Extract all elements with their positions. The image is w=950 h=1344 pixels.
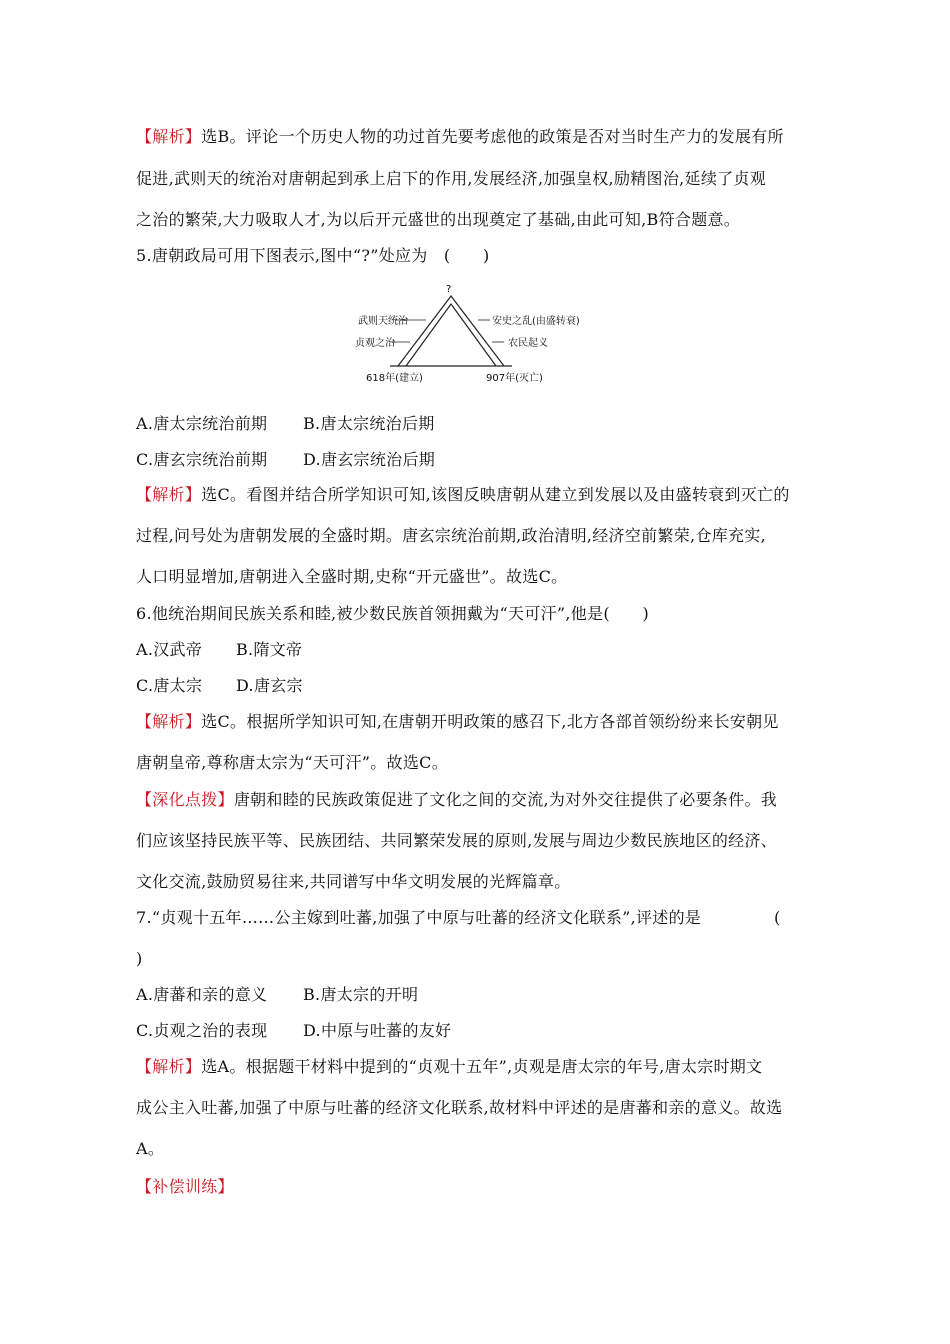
diagram-label-anshi: 安史之乱(由盛转衰) — [492, 316, 580, 327]
diagram-label-peasant: 农民起义 — [508, 338, 548, 349]
option-a: A.唐蕃和亲的意义 — [136, 985, 268, 1004]
analysis-q4-line1 — [136, 127, 816, 147]
analysis-text: 选A。根据题干材料中提到的“贞观十五年”,贞观是唐太宗的年号,唐太宗时期文 — [201, 1057, 763, 1076]
analysis-q4-line3: 之治的繁荣,大力吸取人才,为以后开元盛世的出现奠定了基础,由此可知,B符合题意。 — [136, 210, 741, 229]
question-7-options-ab — [136, 985, 816, 1005]
analysis-q4-line2: 促进,武则天的统治对唐朝起到承上启下的作用,发展经济,加强皇权,励精图治,延续了贞观 — [136, 169, 767, 188]
diagram-label-zhenguan: 贞观之治 — [355, 338, 395, 349]
diagram-top-label: ? — [446, 284, 452, 295]
question-6-stem: 6.他统治期间民族关系和睦,被少数民族首领拥戴为“天可汗”,他是( ) — [136, 604, 650, 623]
question-7-stem — [136, 908, 816, 928]
question-5-options-ab — [136, 414, 816, 434]
option-b: B.唐太宗统治后期 — [303, 414, 435, 433]
tip-line1 — [136, 790, 816, 810]
option-b: B.隋文帝 — [236, 640, 303, 659]
option-c: C.贞观之治的表现 — [136, 1021, 268, 1040]
analysis-text: 选C。看图并结合所学知识可知,该图反映唐朝从建立到发展以及由盛转衰到灭亡的 — [201, 485, 790, 504]
question-6-options-ab — [136, 640, 816, 660]
question-5-stem: 5.唐朝政局可用下图表示,图中“?”处应为 ( ) — [136, 246, 490, 265]
analysis-text: 选C。根据所学知识可知,在唐朝开明政策的感召下,北方各部首领纷纷来长安朝见 — [201, 712, 779, 731]
analysis-tag: 【解析】 — [136, 712, 202, 731]
analysis-q7-line2: 成公主入吐蕃,加强了中原与吐蕃的经济文化联系,故材料中评述的是唐蕃和亲的意义。故选 — [136, 1098, 783, 1117]
question-7-options-cd — [136, 1021, 816, 1041]
question-7-text: 7.“贞观十五年……公主嫁到吐蕃,加强了中原与吐蕃的经济文化联系”,评述的是 — [136, 908, 702, 927]
analysis-q5-line1 — [136, 485, 816, 505]
diagram-label-618: 618年(建立) — [366, 373, 423, 384]
analysis-text: 选B。评论一个历史人物的功过首先要考虑他的政策是否对当时生产力的发展有所 — [201, 127, 784, 146]
supplementary-tag: 【补偿训练】 — [136, 1177, 234, 1196]
option-d: D.唐玄宗 — [236, 676, 303, 695]
analysis-q6-line2: 唐朝皇帝,尊称唐太宗为“天可汗”。故选C。 — [136, 753, 448, 772]
analysis-q7-line1 — [136, 1057, 816, 1077]
analysis-tag: 【解析】 — [136, 1057, 202, 1076]
option-b: B.唐太宗的开明 — [303, 985, 419, 1004]
answer-paren-close: ) — [136, 949, 143, 968]
option-c: C.唐玄宗统治前期 — [136, 450, 268, 469]
question-5-options-cd — [136, 450, 816, 470]
tip-line3: 文化交流,鼓励贸易往来,共同谱写中华文明发展的光辉篇章。 — [136, 872, 571, 891]
analysis-tag: 【解析】 — [136, 127, 202, 146]
option-a: A.汉武帝 — [136, 640, 203, 659]
option-d: D.中原与吐蕃的友好 — [303, 1021, 452, 1040]
option-c: C.唐太宗 — [136, 676, 203, 695]
tip-tag: 【深化点拨】 — [136, 790, 234, 809]
analysis-q5-line2: 过程,问号处为唐朝发展的全盛时期。唐玄宗统治前期,政治清明,经济空前繁荣,仓库充实, — [136, 526, 767, 545]
question-6-options-cd — [136, 676, 816, 696]
tang-dynasty-diagram — [350, 282, 610, 388]
answer-paren-open: ( — [774, 908, 781, 927]
diagram-label-wuzetian: 武则天统治 — [358, 316, 408, 327]
tip-text: 唐朝和睦的民族政策促进了文化之间的交流,为对外交往提供了必要条件。我 — [233, 790, 778, 809]
option-d: D.唐玄宗统治后期 — [303, 450, 436, 469]
option-a: A.唐太宗统治前期 — [136, 414, 268, 433]
analysis-tag: 【解析】 — [136, 485, 202, 504]
supplementary-training-heading — [136, 1177, 816, 1197]
analysis-q6-line1 — [136, 712, 816, 732]
analysis-q7-line3: A。 — [136, 1139, 165, 1158]
analysis-q5-line3: 人口明显增加,唐朝进入全盛时期,史称“开元盛世”。故选C。 — [136, 567, 568, 586]
tip-line2: 们应该坚持民族平等、民族团结、共同繁荣发展的原则,发展与周边少数民族地区的经济、 — [136, 831, 778, 850]
diagram-label-907: 907年(灭亡) — [486, 373, 543, 384]
